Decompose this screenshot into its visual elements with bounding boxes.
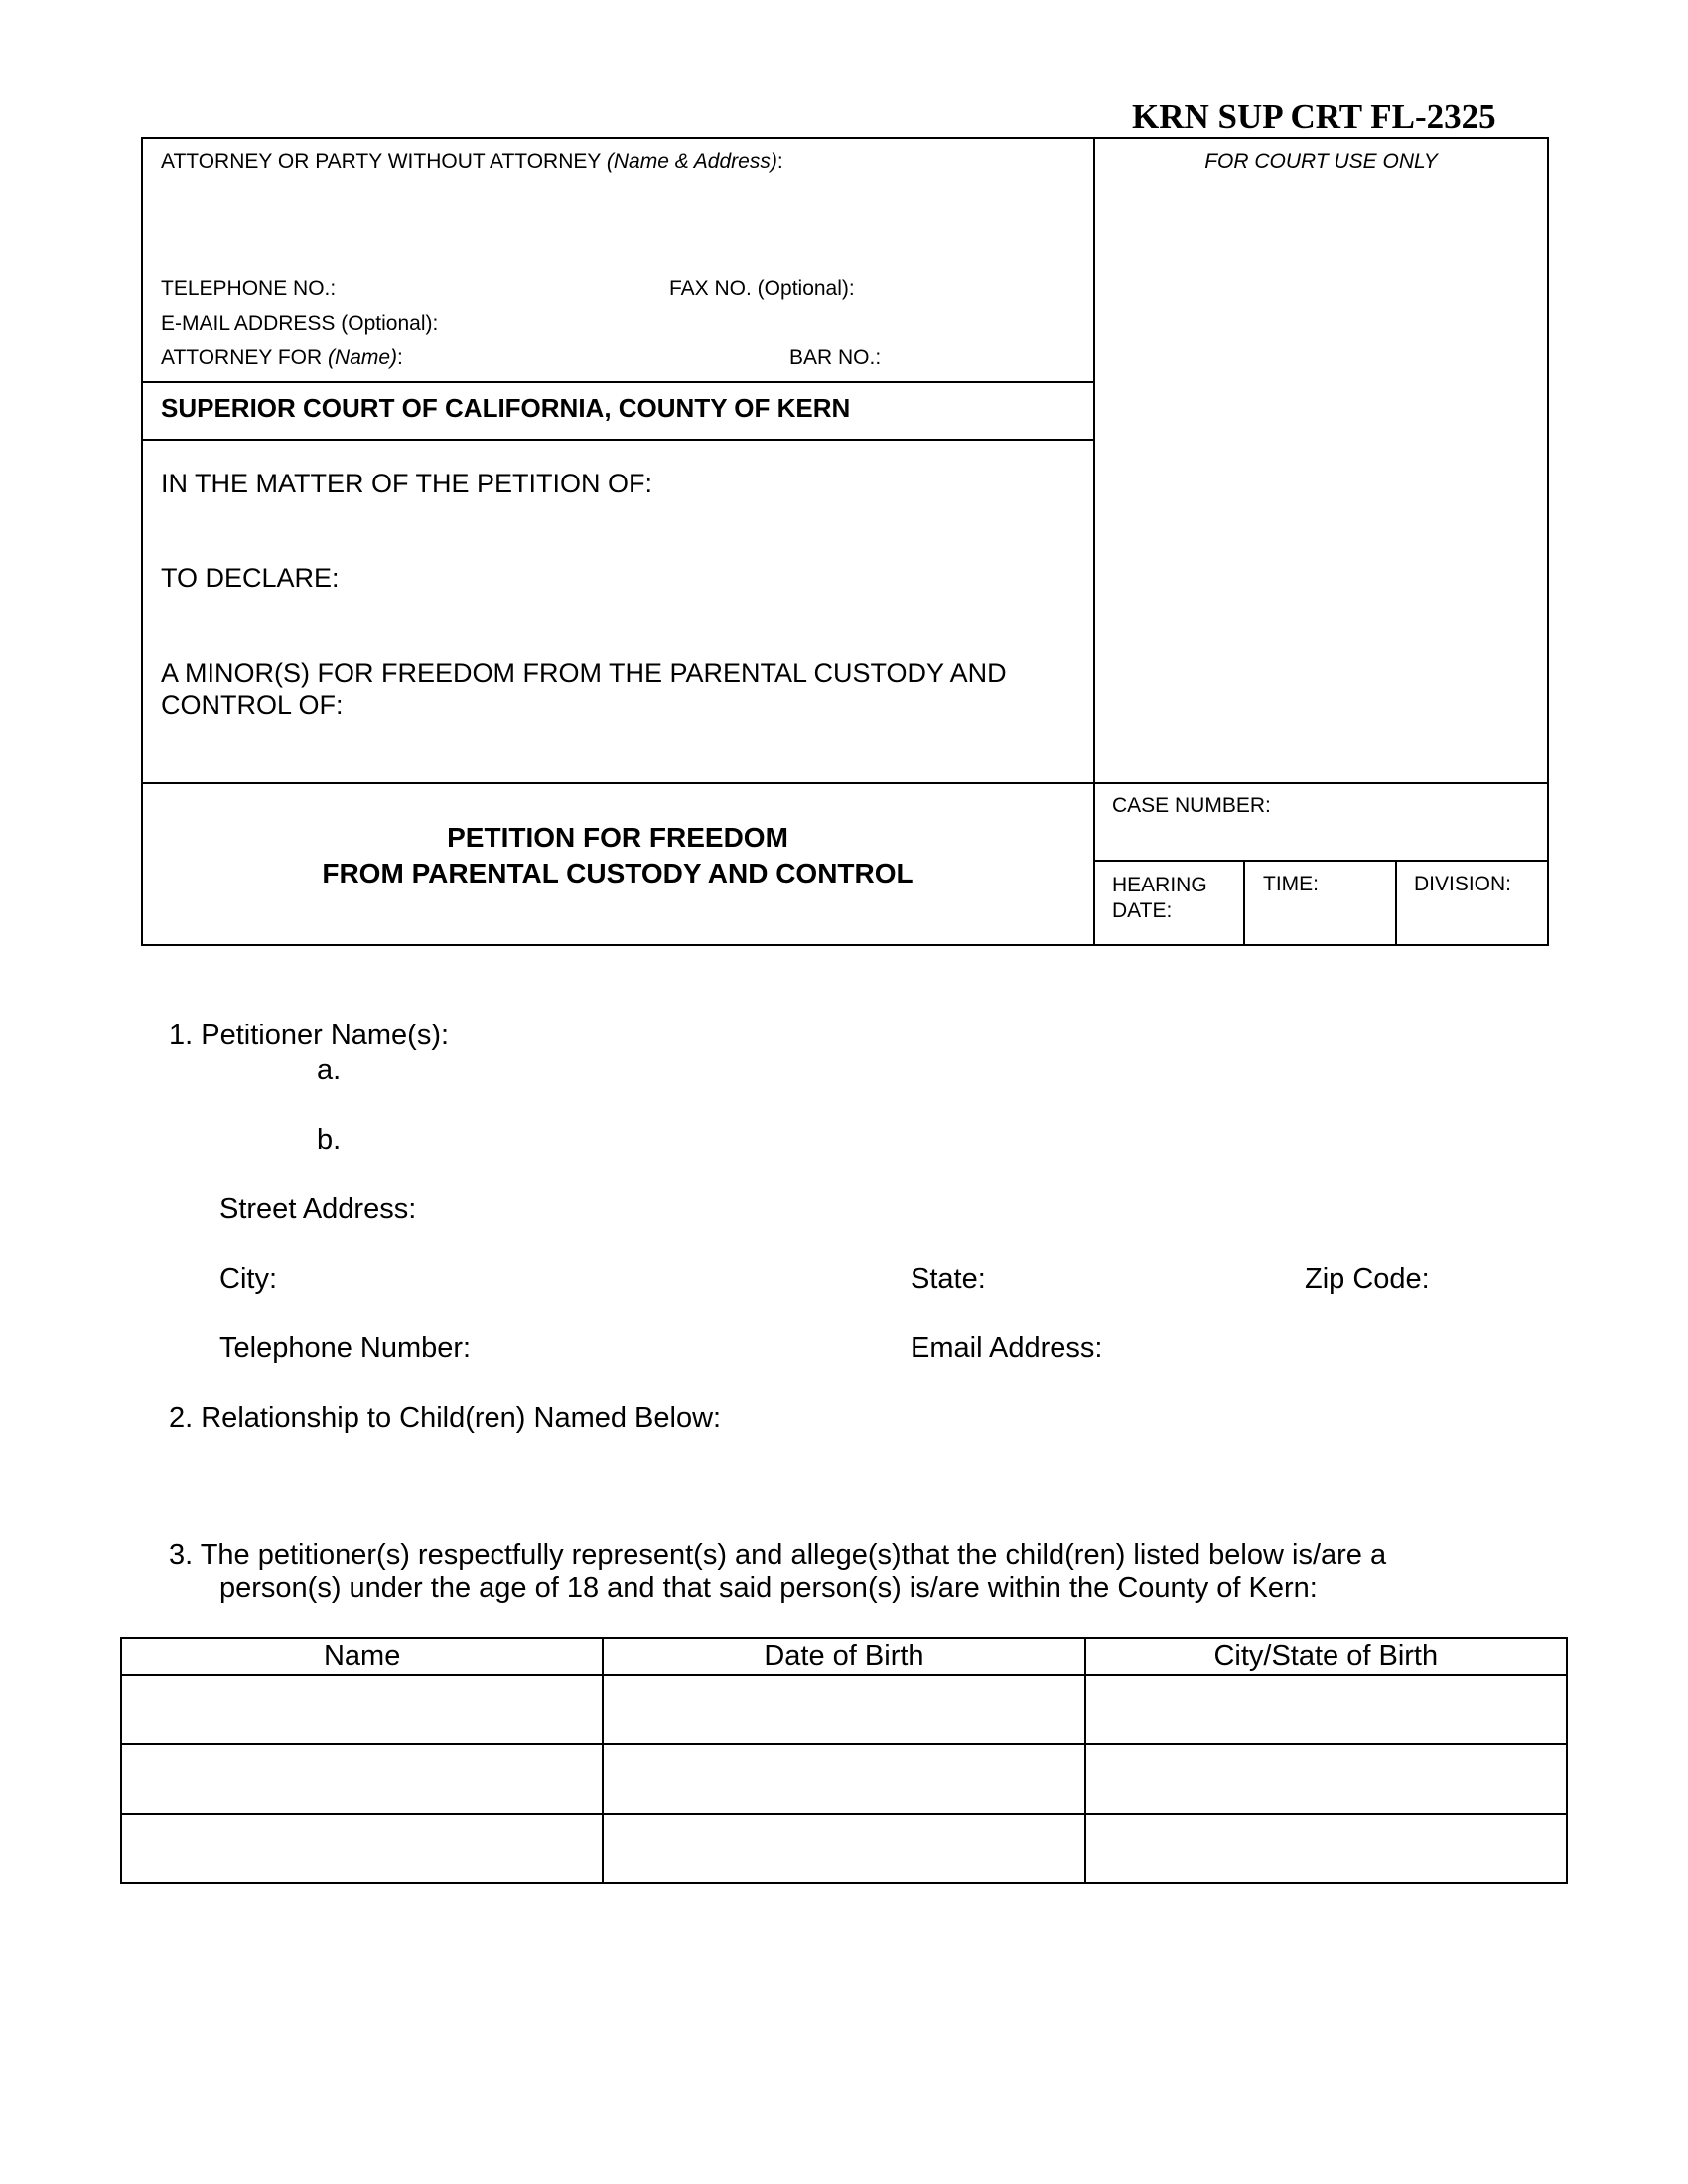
child-birthplace-cell[interactable]: [1085, 1814, 1567, 1883]
children-table: [120, 1637, 1568, 1884]
city-label: City:: [219, 1263, 277, 1295]
title-top-rule: [141, 782, 1549, 784]
email-address-label: Email Address:: [911, 1332, 1103, 1364]
attorney-for-text: ATTORNEY FOR: [161, 346, 323, 369]
declare-line: TO DECLARE:: [161, 563, 340, 593]
court-name: SUPERIOR COURT OF CALIFORNIA, COUNTY OF KERN: [161, 393, 851, 423]
fax-label: FAX NO. (Optional):: [669, 277, 855, 300]
attorney-label: ATTORNEY OR PARTY WITHOUT ATTORNEY (Name & Address):: [161, 150, 783, 173]
child-name-cell[interactable]: [121, 1814, 603, 1883]
petitioner-b-label: b.: [317, 1124, 342, 1156]
zip-code-label: Zip Code:: [1305, 1263, 1430, 1295]
state-label: State:: [911, 1263, 986, 1295]
child-birthplace-cell[interactable]: [1085, 1744, 1567, 1814]
child-name-cell[interactable]: [121, 1744, 603, 1814]
petition-title: [141, 820, 1094, 891]
street-address-label: Street Address:: [219, 1193, 417, 1225]
matter-line: IN THE MATTER OF THE PETITION OF:: [161, 469, 653, 498]
section1-title: 1. Petitioner Name(s):: [169, 1020, 450, 1051]
attorney-for-label: ATTORNEY FOR (Name):: [161, 346, 403, 369]
section2-title: 2. Relationship to Child(ren) Named Below:: [169, 1402, 722, 1433]
petition-title-line-1: PETITION FOR FREEDOM: [447, 822, 788, 853]
section3-line-2: person(s) under the age of 18 and that said person(s) is/are within the County of Kern:: [219, 1572, 1318, 1604]
attorney-label-text: ATTORNEY OR PARTY WITHOUT ATTORNEY: [161, 150, 602, 173]
petitioner-a-label: a.: [317, 1054, 342, 1086]
table-row: [121, 1675, 1567, 1744]
time-label: TIME:: [1263, 873, 1319, 895]
case-number-rule: [1093, 860, 1549, 862]
bar-no-label: BAR NO.:: [789, 346, 882, 369]
hearing-label-line-1: HEARING: [1112, 874, 1207, 896]
attorney-for-note: (Name): [328, 346, 398, 369]
email-label: E-MAIL ADDRESS (Optional):: [161, 312, 439, 335]
child-name-cell[interactable]: [121, 1675, 603, 1744]
minor-line-2: CONTROL OF:: [161, 690, 344, 720]
child-dob-cell[interactable]: [603, 1675, 1084, 1744]
attorney-label-note: (Name & Address): [606, 150, 777, 173]
table-row: [121, 1744, 1567, 1814]
children-table-header: [121, 1638, 1567, 1675]
court-name-bottom-rule: [141, 439, 1094, 441]
minor-line-1: A MINOR(S) FOR FREEDOM FROM THE PARENTAL CUSTODY AND: [161, 658, 1007, 688]
col-name-header: Name: [121, 1638, 603, 1675]
hearing-time-divider: [1243, 860, 1245, 946]
telephone-number-label: Telephone Number:: [219, 1332, 472, 1364]
telephone-label: TELEPHONE NO.:: [161, 277, 337, 300]
case-number-label: CASE NUMBER:: [1112, 794, 1271, 817]
section3-line-1: 3. The petitioner(s) respectfully represent(s) and allege(s)that the child(ren) listed below is/are a: [169, 1539, 1387, 1570]
time-division-divider: [1395, 860, 1397, 946]
petition-title-line-2: FROM PARENTAL CUSTODY AND CONTROL: [322, 858, 914, 888]
col-dob-header: Date of Birth: [603, 1638, 1084, 1675]
court-name-top-rule: [141, 381, 1094, 383]
child-dob-cell[interactable]: [603, 1744, 1084, 1814]
child-dob-cell[interactable]: [603, 1814, 1084, 1883]
table-row: [121, 1814, 1567, 1883]
child-birthplace-cell[interactable]: [1085, 1675, 1567, 1744]
division-label: DIVISION:: [1414, 873, 1512, 895]
form-id: KRN SUP CRT FL-2325: [1132, 97, 1496, 136]
hearing-label-line-2: DATE:: [1112, 899, 1173, 922]
court-use-only-text: FOR COURT USE ONLY: [1204, 150, 1438, 173]
hearing-date-label: [1112, 873, 1207, 924]
court-use-only: [1093, 150, 1549, 174]
col-birthplace-header: City/State of Birth: [1085, 1638, 1567, 1675]
